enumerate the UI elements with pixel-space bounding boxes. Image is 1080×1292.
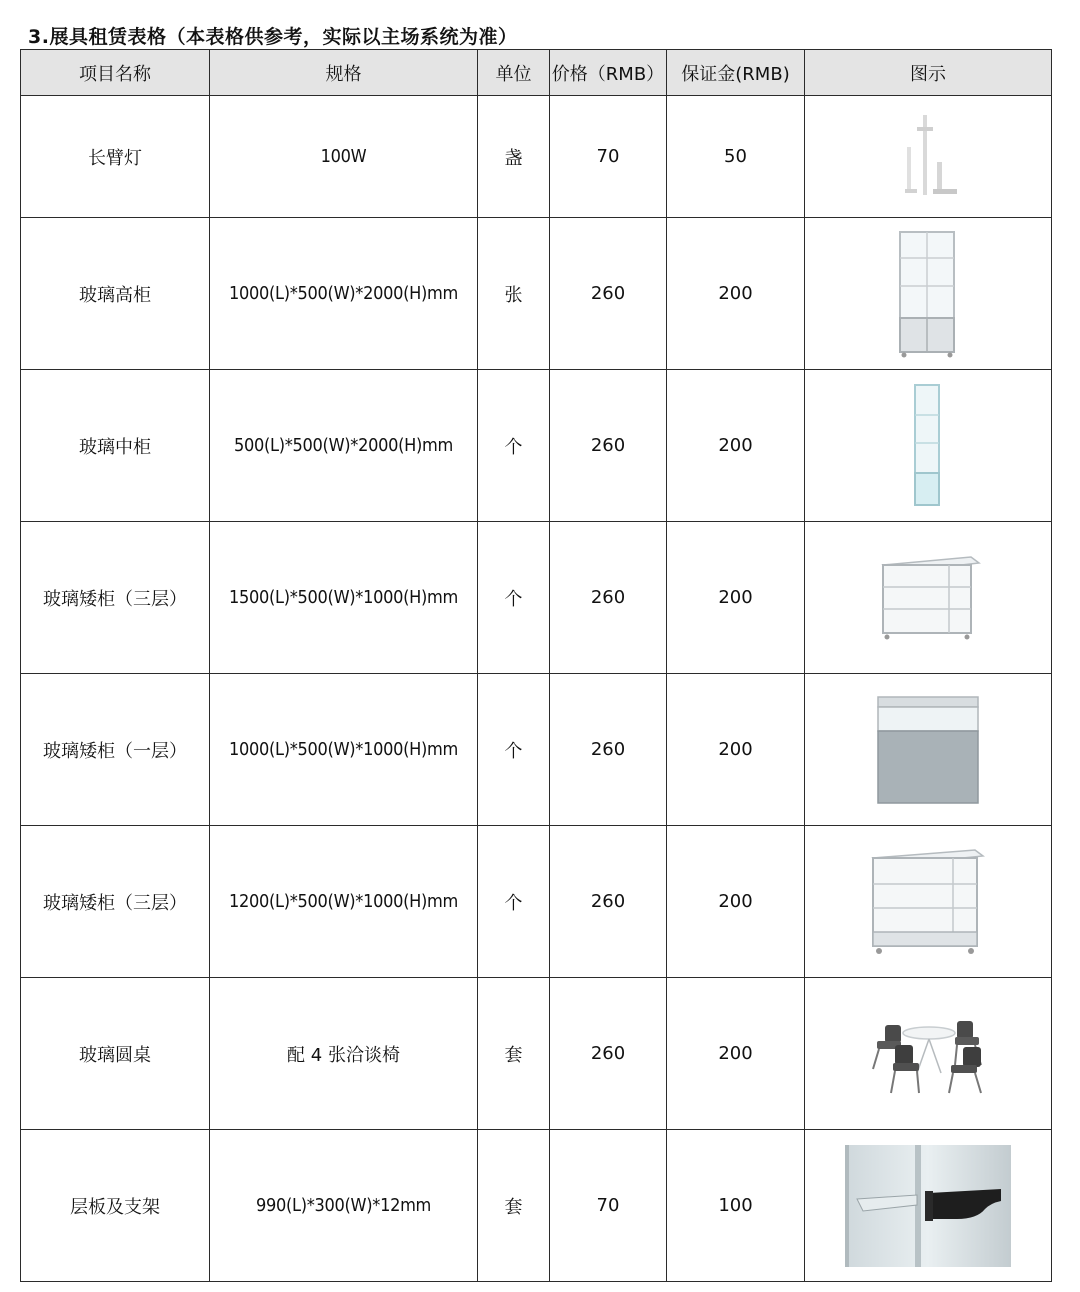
cell-price: 260 [550,522,667,674]
table-row [21,370,1052,522]
header-image: 图示 [805,50,1052,96]
low-cabinet-three-tier-image [867,846,989,958]
cell-deposit: 200 [667,674,805,826]
cell-spec: 1500(L)*500(W)*1000(H)mm [210,522,478,674]
header-spec: 规格 [210,50,478,96]
header-deposit: 保证金(RMB) [667,50,805,96]
cell-deposit: 200 [667,218,805,370]
cell-unit: 套 [478,978,550,1130]
cell-name: 玻璃矮柜（一层） [21,674,210,826]
low-cabinet-three-tier-image [873,553,983,643]
rental-table [20,49,1052,1282]
cell-deposit: 200 [667,826,805,978]
cell-price: 260 [550,826,667,978]
cell-unit: 个 [478,826,550,978]
cell-spec: 配 4 张洽谈椅 [210,978,478,1130]
table-header-row [21,50,1052,96]
cell-unit: 个 [478,370,550,522]
table-row [21,96,1052,218]
table-row [21,826,1052,978]
table-row [21,978,1052,1130]
arm-lamp-image [893,107,963,207]
cell-price: 260 [550,674,667,826]
header-name: 项目名称 [21,50,210,96]
cell-price: 70 [550,96,667,218]
cell-name: 玻璃矮柜（三层） [21,522,210,674]
cell-unit: 个 [478,674,550,826]
table-row [21,522,1052,674]
cell-spec: 990(L)*300(W)*12mm [210,1130,478,1282]
cell-unit: 盏 [478,96,550,218]
header-price: 价格（RMB） [550,50,667,96]
cell-deposit: 200 [667,522,805,674]
medium-glass-cabinet-image [911,381,945,511]
tall-glass-cabinet-image [896,228,960,360]
cell-price: 260 [550,978,667,1130]
header-unit: 单位 [478,50,550,96]
cell-deposit: 50 [667,96,805,218]
shelf-bracket-image [845,1145,1011,1267]
cell-name: 玻璃矮柜（三层） [21,826,210,978]
cell-deposit: 200 [667,370,805,522]
cell-price: 260 [550,370,667,522]
cell-name: 玻璃中柜 [21,370,210,522]
cell-unit: 套 [478,1130,550,1282]
table-row [21,674,1052,826]
cell-unit: 个 [478,522,550,674]
cell-price: 70 [550,1130,667,1282]
cell-spec: 1200(L)*500(W)*1000(H)mm [210,826,478,978]
low-cabinet-one-tier-image [872,693,984,807]
cell-spec: 1000(L)*500(W)*1000(H)mm [210,674,478,826]
round-table-chairs-image [863,1011,993,1097]
cell-spec: 500(L)*500(W)*2000(H)mm [210,370,478,522]
table-row [21,218,1052,370]
cell-spec: 1000(L)*500(W)*2000(H)mm [210,218,478,370]
table-row [21,1130,1052,1282]
cell-name: 层板及支架 [21,1130,210,1282]
cell-spec: 100W [210,96,478,218]
cell-unit: 张 [478,218,550,370]
cell-name: 玻璃圆桌 [21,978,210,1130]
cell-name: 玻璃高柜 [21,218,210,370]
cell-deposit: 100 [667,1130,805,1282]
cell-deposit: 200 [667,978,805,1130]
cell-price: 260 [550,218,667,370]
section-title: 3.展具租赁表格（本表格供参考，实际以主场系统为准） [28,26,518,48]
cell-name: 长臂灯 [21,96,210,218]
